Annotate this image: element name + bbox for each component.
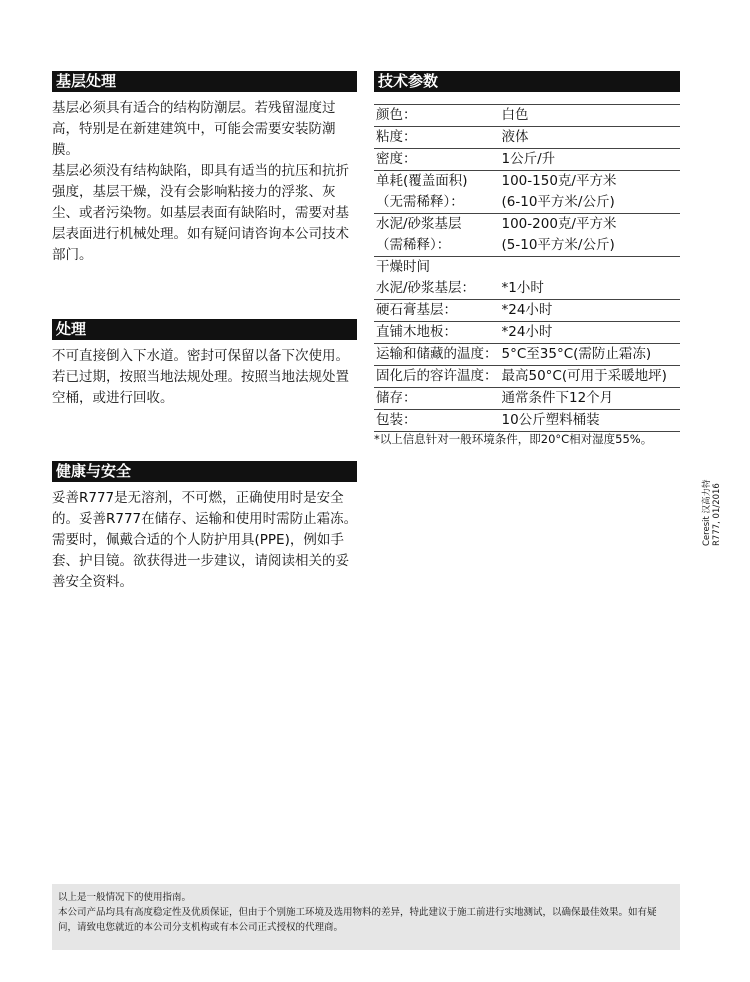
disposal-text — [52, 346, 358, 409]
spec-row-drying-anhydrite — [374, 300, 680, 322]
spec-value: 100-200克/平方米 — [501, 216, 617, 232]
spec-label: 单耗(覆盖面积) — [376, 173, 468, 189]
spec-row-coverage-cont — [374, 192, 680, 214]
base-paragraph-1: 基层必须具有适合的结构防潮层。若残留湿度过高，特别是在新建建筑中，可能会需要安装防潮膜。 — [52, 100, 336, 158]
section-header-tech: 技术参数 — [374, 71, 680, 92]
spec-value: 10公斤塑料桶装 — [500, 410, 681, 432]
spec-label: 干燥时间 — [376, 259, 430, 275]
footer-line-2: 本公司产品均具有高度稳定性及优质保证，但由于个别施工环境及选用物料的差异，特此建议于施工前进行实地测试，以确保最佳效果。如有疑问，请致电您就近的本公司分支机构或有本公司正式授权的代理商。 — [58, 907, 657, 933]
spec-label: 包装： — [374, 410, 500, 432]
spec-label: 储存： — [374, 388, 500, 410]
spec-row-packaging — [374, 410, 680, 432]
section-header-base: 基层处理 — [52, 71, 357, 92]
spec-value: 1公斤/升 — [500, 149, 681, 171]
spec-value — [500, 257, 681, 279]
spec-value: 5°C至35°C(需防止霜冻) — [500, 344, 681, 366]
base-text — [52, 98, 358, 266]
spec-label: 硬石膏基层： — [374, 300, 500, 322]
spec-label: 密度： — [374, 149, 500, 171]
disposal-paragraph: 不可直接倒入下水道。密封可保留以备下次使用。若已过期，按照当地法规处理。按照当地法规处置空桶，或进行回收。 — [52, 348, 349, 406]
spec-row-coverage — [374, 171, 680, 193]
section-header-disposal: 处理 — [52, 319, 357, 340]
spec-row-drying-wood — [374, 322, 680, 344]
conditions-note: *以上信息针对一般环境条件，即20°C相对湿度55%。 — [374, 432, 653, 446]
spec-label: 运输和储藏的温度： — [374, 344, 500, 366]
side-label — [702, 466, 722, 546]
spec-value: 通常条件下12个月 — [500, 388, 681, 410]
health-paragraph: 妥善R777是无溶剂，不可燃，正确使用时是安全的。妥善R777在储存、运输和使用时需防止霜冻。需要时，佩戴合适的个人防护用具(PPE)，例如手套、护目镜。欲获得进一步建议，请阅读相关的妥善安全资料。 — [52, 490, 358, 590]
spec-row-density — [374, 149, 680, 171]
footer-line-1: 以上是一般情况下的使用指南。 — [58, 892, 192, 903]
side-brand: Ceresit 汉高力特 — [702, 479, 712, 546]
spec-value: (5-10平方米/公斤) — [500, 235, 681, 257]
spec-row-drying-heading — [374, 257, 680, 279]
spec-value: 白色 — [500, 105, 681, 127]
spec-value: *24小时 — [500, 322, 681, 344]
spec-label: 水泥/砂浆基层： — [374, 278, 500, 300]
spec-row-cement — [374, 214, 680, 236]
spec-label: （无需稀释）： — [374, 192, 500, 214]
spec-row-color — [374, 105, 680, 127]
spec-row-drying-cement — [374, 278, 680, 300]
spec-row-cement-cont — [374, 235, 680, 257]
base-paragraph-2: 基层必须没有结构缺陷，即具有适当的抗压和抗折强度，基层干燥，没有会影响粘接力的浮浆、灰尘、或者污染物。如基层表面有缺陷时，需要对基层表面进行机械处理。如有疑问请咨询本公司技术部门。 — [52, 163, 349, 263]
spec-label: 颜色： — [374, 105, 500, 127]
spec-row-cured-temp — [374, 366, 680, 388]
spec-value: *1小时 — [500, 278, 681, 300]
section-header-health: 健康与安全 — [52, 461, 357, 482]
spec-label: （需稀释）： — [374, 235, 500, 257]
spec-row-transport-temp — [374, 344, 680, 366]
health-text — [52, 488, 358, 593]
spec-value: 最高50°C(可用于采暖地坪) — [500, 366, 681, 388]
spec-value: 液体 — [500, 127, 681, 149]
spec-row-viscosity — [374, 127, 680, 149]
spec-row-storage — [374, 388, 680, 410]
spec-value: *24小时 — [500, 300, 681, 322]
spec-label: 粘度： — [374, 127, 500, 149]
tech-spec-table — [374, 104, 680, 432]
spec-label: 固化后的容许温度： — [374, 366, 500, 388]
spec-value: 100-150克/平方米 — [501, 173, 617, 189]
footer-disclaimer — [52, 884, 680, 950]
side-code: R777, 01/2016 — [712, 483, 722, 546]
spec-label: 水泥/砂浆基层 — [376, 216, 462, 232]
spec-value: (6-10平方米/公斤) — [500, 192, 681, 214]
spec-label: 直铺木地板： — [374, 322, 500, 344]
